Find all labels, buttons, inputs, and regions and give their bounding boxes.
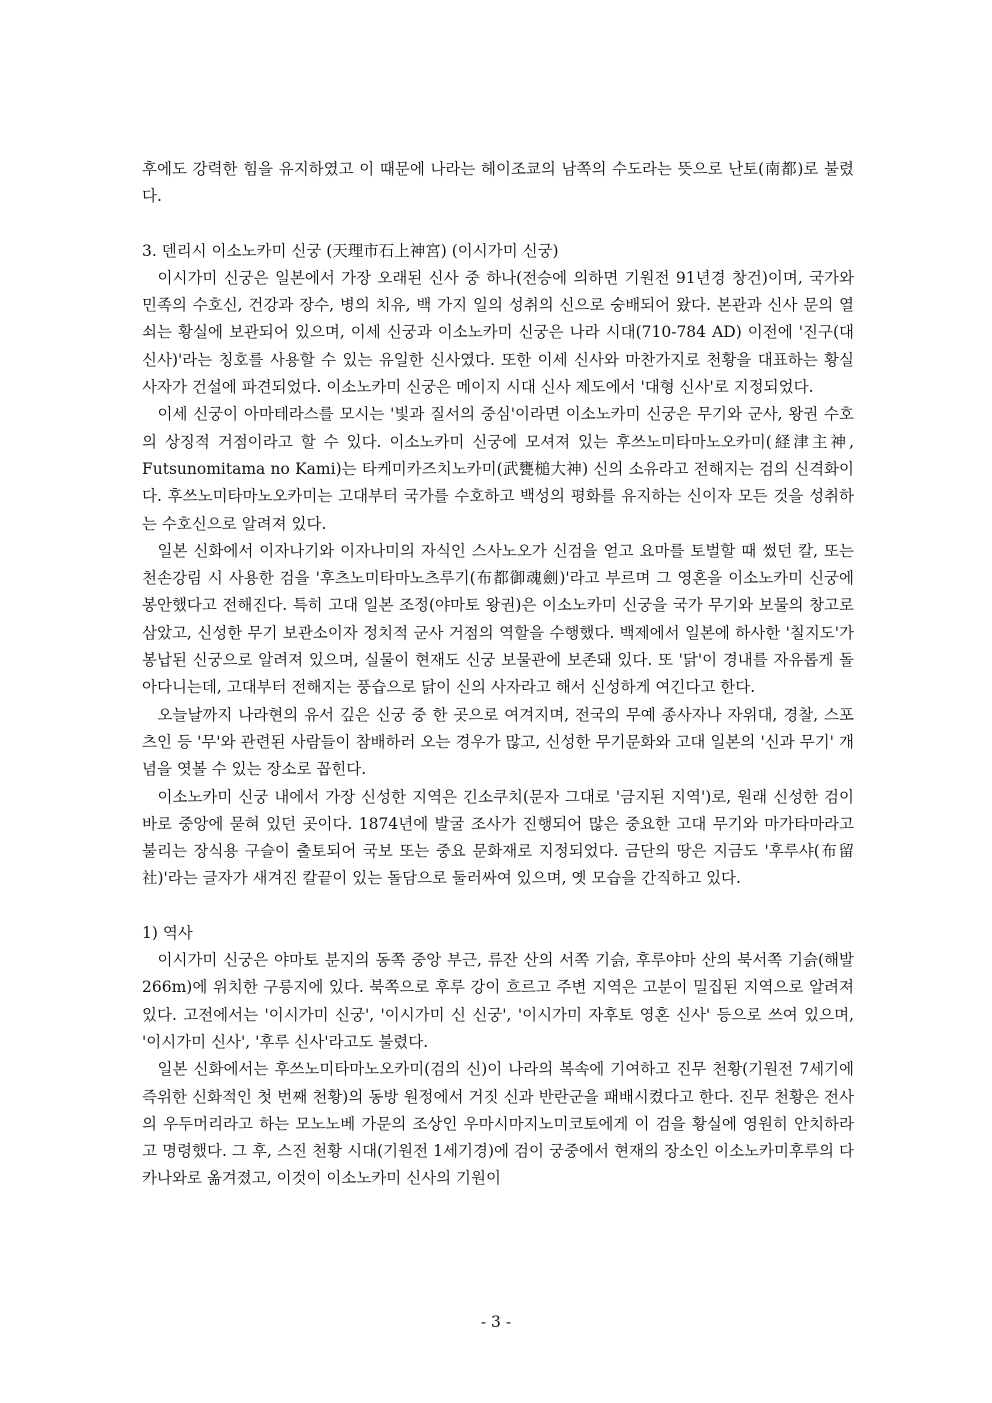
subsection-heading: 1) 역사: [142, 923, 193, 942]
paragraph: 이세 신궁이 아마테라스를 모시는 '빛과 질서의 중심'이라면 이소노카미 신궁은 무기와 군사, 왕권 수호의 상징적 거점이라고 할 수 있다. 이소노카미 신궁에 모셔져 있는 후쓰노미타마노오카미(経津主神, Futsunomitama no Kami)는 타케미카즈치노카미(武甕槌大神) 신의 소유라고 전해지는 검의 신격화이다. 후쓰노미타마노오카미는 고대부터 국가를 수호하고 백성의 평화를 유지하는 신이자 모든 것을 성취하는 수호신으로 알려져 있다.: [142, 405, 854, 533]
intro-paragraph: 후에도 강력한 힘을 유지하였고 이 때문에 나라는 헤이조쿄의 남쪽의 수도라는 뜻으로 난토(南都)로 불렸다.: [142, 160, 854, 206]
page-number: - 3 -: [480, 1313, 512, 1331]
paragraph: 이소노카미 신궁 내에서 가장 신성한 지역은 긴소쿠치(문자 그대로 '금지된 지역')로, 원래 신성한 검이 바로 중앙에 묻혀 있던 곳이다. 1874년에 발굴 조사가 진행되어 많은 중요한 고대 무기와 마가타마라고 불리는 장식용 구슬이 출토되어 국보 또는 중요 문화재로 지정되었다. 금단의 땅은 지금도 '후루샤(布留社)'라는 글자가 새겨진 칼끝이 있는 돌담으로 둘러싸여 있으며, 옛 모습을 간직하고 있다.: [142, 787, 854, 888]
paragraph: 일본 신화에서 이자나기와 이자나미의 자식인 스사노오가 신검을 얻고 요마를 토벌할 때 썼던 칼, 또는 천손강림 시 사용한 검을 '후츠노미타마노츠루기(布都御魂劍)'라고 부르며 그 영혼을 이소노카미 신궁에 봉안했다고 전해진다. 특히 고대 일본 조정(야마토 왕권)은 이소노카미 신궁을 국가 무기와 보물의 창고로 삼았고, 신성한 무기 보관소이자 정치적 군사 거점의 역할을 수행했다. 백제에서 일본에 하사한 '칠지도'가 봉납된 신궁으로 알려져 있으며, 실물이 현재도 신궁 보물관에 보존돼 있다. 또 '닭'이 경내를 자유롭게 돌아다니는데, 고대부터 전해지는 풍습으로 닭이 신의 사자라고 해서 신성하게 여긴다고 한다.: [142, 541, 854, 697]
history-paragraph: 일본 신화에서는 후쓰노미타마노오카미(검의 신)이 나라의 복속에 기여하고 진무 천황(기원전 7세기에 즉위한 신화적인 첫 번째 천황)의 동방 원정에서 거짓 신과 반란군을 패배시켰다고 한다. 진무 천황은 전사의 우두머리라고 하는 모노노베 가문의 조상인 우마시마지노미코토에게 이 검을 황실에 영원히 안치하라고 명령했다. 그 후, 스진 천황 시대(기원전 1세기경)에 검이 궁중에서 현재의 장소인 이소노카미후루의 다카나와로 옮겨졌고, 이것이 이소노카미 신사의 기원이: [142, 1060, 854, 1188]
history-paragraph: 이시가미 신궁은 야마토 분지의 동쪽 중앙 부근, 류잔 산의 서쪽 기슭, 후루야마 산의 북서쪽 기슭(해발 266m)에 위치한 구릉지에 있다. 북쪽으로 후루 강이 흐르고 주변 지역은 고분이 밀집된 지역으로 알려져 있다. 고전에서는 '이시가미 신궁', '이시가미 신 신궁', '이시가미 자후토 영혼 신사' 등으로 쓰여 있으며, '이시가미 신사', '후루 신사'라고도 불렸다.: [142, 951, 854, 1051]
paragraph: 오늘날까지 나라현의 유서 깊은 신궁 중 한 곳으로 여겨지며, 전국의 무예 종사자나 자위대, 경찰, 스포츠인 등 '무'와 관련된 사람들이 참배하러 오는 경우가 많고, 신성한 무기문화와 고대 일본의 '신과 무기' 개념을 엿볼 수 있는 장소로 꼽힌다.: [142, 705, 854, 779]
document-body: [142, 156, 854, 1193]
paragraph: 이시가미 신궁은 일본에서 가장 오래된 신사 중 하나(전승에 의하면 기원전 91년경 창건)이며, 국가와 민족의 수호신, 건강과 장수, 병의 치유, 백 가지 일의 성취의 신으로 숭배되어 왔다. 본관과 신사 문의 열쇠는 황실에 보관되어 있으며, 이세 신궁과 이소노카미 신궁은 나라 시대(710-784 AD) 이전에 '진구(대신사)'라는 칭호를 사용할 수 있는 유일한 신사였다. 또한 이세 신사와 마찬가지로 천황을 대표하는 황실 사자가 건설에 파견되었다. 이소노카미 신궁은 메이지 시대 신사 제도에서 '대형 신사'로 지정되었다.: [142, 268, 854, 397]
section-heading: 3. 덴리시 이소노카미 신궁 (天理市石上神宮) (이시가미 신궁): [142, 241, 559, 260]
